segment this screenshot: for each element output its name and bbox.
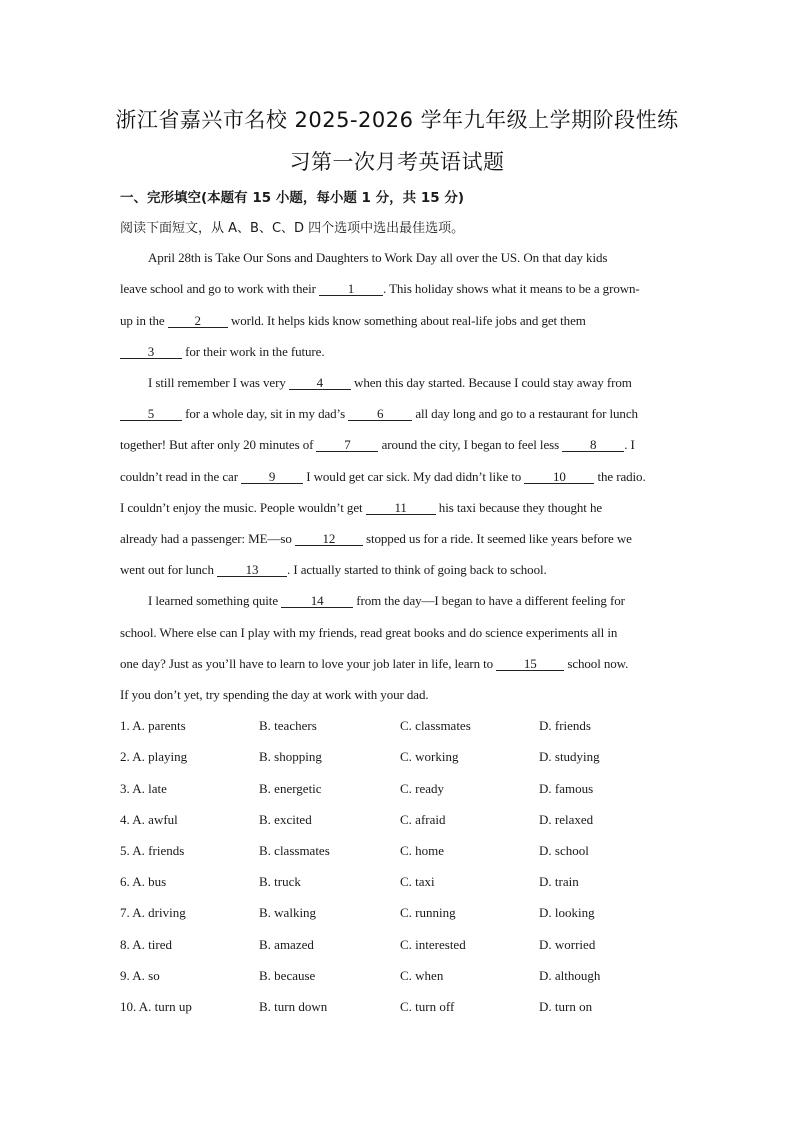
option-a[interactable]: 7. A. driving (120, 905, 186, 920)
passage-text: If you don’t yet, try spending the day at work with your dad. (120, 687, 429, 702)
passage-text: school. Where else can I play with my friends, read great books and do science experiments all in (120, 625, 618, 640)
option-d[interactable]: D. famous (539, 781, 594, 796)
answer-blank-9[interactable]: 9 (241, 470, 303, 484)
option-d[interactable]: D. relaxed (539, 812, 594, 827)
answer-blank-15[interactable]: 15 (496, 657, 564, 671)
answer-blank-12[interactable]: 12 (295, 532, 363, 546)
option-a[interactable]: 8. A. tired (120, 937, 172, 952)
option-d[interactable]: D. train (539, 874, 579, 889)
passage-line (120, 625, 674, 641)
passage-text: the radio. (594, 469, 646, 484)
passage-line (120, 437, 674, 453)
option-b[interactable]: B. excited (259, 812, 312, 827)
option-c[interactable]: C. afraid (400, 812, 446, 827)
passage-text: all day long and go to a restaurant for lunch (412, 406, 638, 421)
page-title: 浙江省嘉兴市名校 2025-2026 学年九年级上学期阶段性练 (115, 108, 679, 132)
option-d[interactable]: D. school (539, 843, 589, 858)
option-c[interactable]: C. running (400, 905, 456, 920)
passage-text: up in the (120, 313, 168, 328)
option-b[interactable]: B. because (259, 968, 316, 983)
question-row (120, 968, 674, 984)
option-a[interactable]: 4. A. awful (120, 812, 178, 827)
passage-text: April 28th is Take Our Sons and Daughters to Work Day all over the US. On that day kids (148, 250, 608, 265)
passage-text: . I actually started to think of going back to school. (287, 562, 547, 577)
option-d[interactable]: D. worried (539, 937, 596, 952)
option-a[interactable]: 10. A. turn up (120, 999, 192, 1014)
option-b[interactable]: B. shopping (259, 749, 322, 764)
passage-line (120, 656, 674, 672)
option-a[interactable]: 2. A. playing (120, 749, 188, 764)
page-title-continued: 习第一次月考英语试题 (289, 150, 505, 174)
option-c[interactable]: C. home (400, 843, 445, 858)
option-c[interactable]: C. classmates (400, 718, 471, 733)
passage-text: leave school and go to work with their (120, 281, 319, 296)
option-a[interactable]: 9. A. so (120, 968, 160, 983)
passage-text: . This holiday shows what it means to be a grown- (383, 281, 640, 296)
answer-blank-2[interactable]: 2 (168, 314, 228, 328)
passage-line (120, 281, 674, 297)
option-d[interactable]: D. studying (539, 749, 600, 764)
question-row (120, 749, 674, 765)
answer-blank-5[interactable]: 5 (120, 407, 182, 421)
answer-blank-10[interactable]: 10 (524, 470, 594, 484)
question-row (120, 718, 674, 734)
answer-blank-8[interactable]: 8 (562, 438, 624, 452)
passage-line (120, 250, 674, 266)
passage-text: I still remember I was very (148, 375, 289, 390)
passage-text: his taxi because they thought he (435, 500, 603, 515)
answer-blank-7[interactable]: 7 (316, 438, 378, 452)
option-b[interactable]: B. classmates (259, 843, 330, 858)
answer-blank-11[interactable]: 11 (366, 501, 436, 515)
option-c[interactable]: C. turn off (400, 999, 455, 1014)
passage-text: one day? Just as you’ll have to learn to love your job later in life, learn to (120, 656, 497, 671)
question-row (120, 781, 674, 797)
passage-line (120, 562, 674, 578)
passage-text: already had a passenger: ME—so (120, 531, 295, 546)
option-a[interactable]: 5. A. friends (120, 843, 185, 858)
option-a[interactable]: 3. A. late (120, 781, 167, 796)
answer-blank-6[interactable]: 6 (348, 407, 412, 421)
answer-blank-13[interactable]: 13 (217, 563, 287, 577)
passage-text: I learned something quite (148, 593, 282, 608)
option-d[interactable]: D. although (539, 968, 601, 983)
passage-text: couldn’t read in the car (120, 469, 242, 484)
option-b[interactable]: B. amazed (259, 937, 314, 952)
passage-text: I couldn’t enjoy the music. People wouldn’t get (120, 500, 366, 515)
option-a[interactable]: 6. A. bus (120, 874, 167, 889)
passage-text: together! But after only 20 minutes of (120, 437, 317, 452)
passage-text: world. It helps kids know something about real-life jobs and get them (227, 313, 586, 328)
option-b[interactable]: B. energetic (259, 781, 322, 796)
passage-line (120, 593, 674, 609)
passage-text: went out for lunch (120, 562, 218, 577)
answer-blank-14[interactable]: 14 (281, 594, 353, 608)
question-row (120, 937, 674, 953)
passage-line (120, 687, 674, 703)
option-c[interactable]: C. when (400, 968, 444, 983)
passage-line (120, 406, 674, 422)
passage-text: stopped us for a ride. It seemed like years before we (362, 531, 632, 546)
passage-text: school now. (564, 656, 629, 671)
option-c[interactable]: C. working (400, 749, 459, 764)
section-heading: 一、完形填空(本题有 15 小题，每小题 1 分，共 15 分) (120, 190, 465, 206)
question-row (120, 843, 674, 859)
option-c[interactable]: C. taxi (400, 874, 435, 889)
option-d[interactable]: D. looking (539, 905, 595, 920)
passage-text: around the city, I began to feel less (378, 437, 563, 452)
passage-text: for their work in the future. (182, 344, 325, 359)
answer-blank-3[interactable]: 3 (120, 345, 182, 359)
passage-text: I would get car sick. My dad didn’t like to (303, 469, 525, 484)
instruction-text: 阅读下面短文，从 A、B、C、D 四个选项中选出最佳选项。 (120, 221, 465, 236)
passage-line (120, 375, 674, 391)
question-row (120, 812, 674, 828)
passage-text: from the day—I began to have a different feeling for (353, 593, 625, 608)
passage-text: when this day started. Because I could stay away from (350, 375, 632, 390)
passage-line (120, 531, 674, 547)
passage-line (120, 500, 674, 516)
answer-blank-4[interactable]: 4 (289, 376, 351, 390)
passage-text: for a whole day, sit in my dad’s (182, 406, 349, 421)
option-a[interactable]: 1. A. parents (120, 718, 186, 733)
passage-line (120, 344, 674, 360)
option-b[interactable]: B. walking (259, 905, 317, 920)
question-row (120, 905, 674, 921)
option-b[interactable]: B. teachers (259, 718, 317, 733)
option-d[interactable]: D. friends (539, 718, 591, 733)
passage-line (120, 469, 674, 485)
question-row (120, 874, 674, 890)
passage-text: . I (624, 437, 635, 452)
option-b[interactable]: B. turn down (259, 999, 328, 1014)
passage-line (120, 313, 674, 329)
option-b[interactable]: B. truck (259, 874, 301, 889)
option-c[interactable]: C. ready (400, 781, 445, 796)
option-d[interactable]: D. turn on (539, 999, 593, 1014)
question-row (120, 999, 674, 1015)
answer-blank-1[interactable]: 1 (319, 282, 383, 296)
option-c[interactable]: C. interested (400, 937, 466, 952)
